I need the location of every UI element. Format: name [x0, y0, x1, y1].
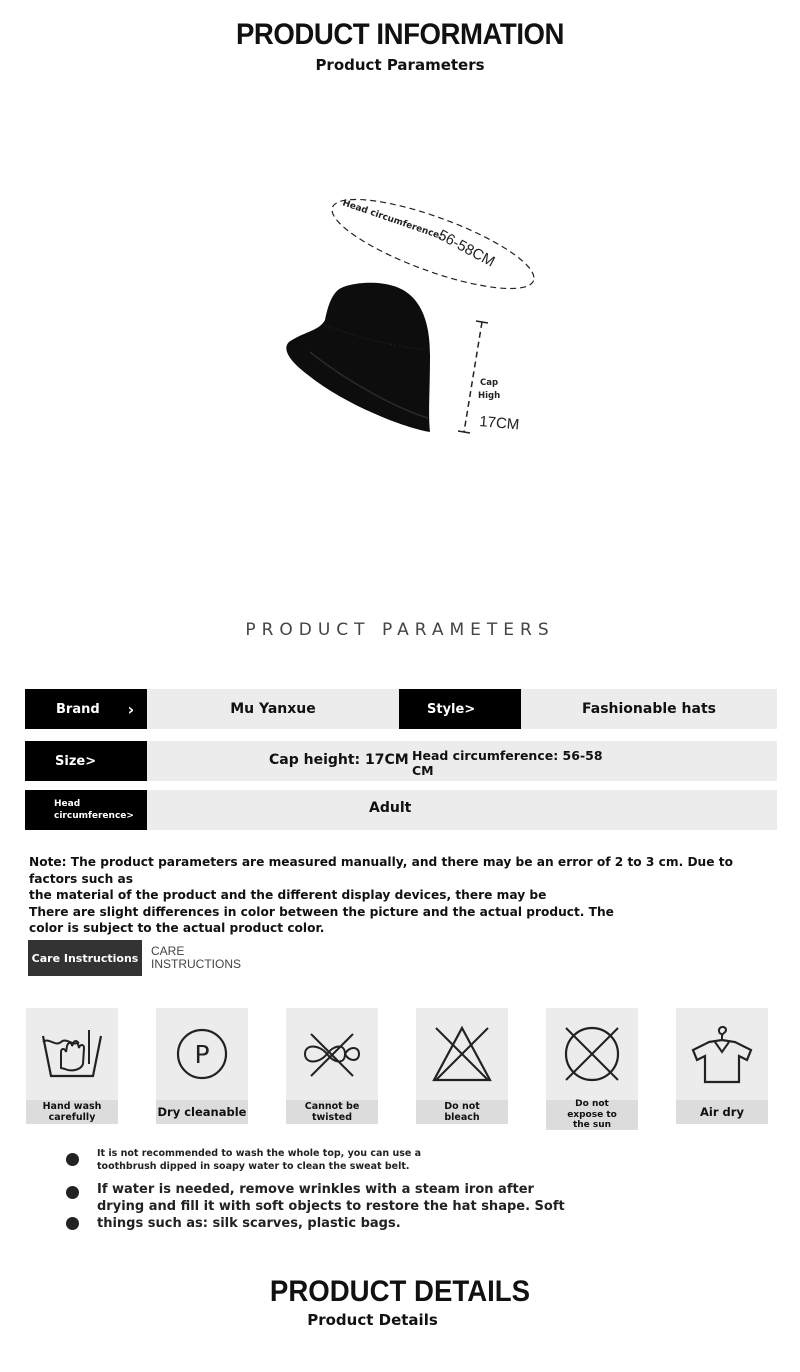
head-circumference-value: 56-58CM [435, 226, 498, 271]
care-label-no-wring: Cannot be twisted [286, 1100, 378, 1124]
page-title: PRODUCT INFORMATION [235, 18, 565, 51]
head-circumference-value [412, 748, 603, 778]
head-value-cell [147, 790, 777, 830]
no-wring-icon [297, 1024, 367, 1084]
note-line1: Note: The product parameters are measured manually, and there may be an error of 2 to 3 cm. Due to factors such as [29, 855, 733, 886]
style-label-cell [399, 689, 521, 729]
cap-height-value: Cap height: 17CM [269, 752, 409, 768]
hat-shape [286, 283, 430, 432]
bullet-dot-2 [66, 1186, 79, 1199]
cap-high-label-2: High [478, 391, 501, 401]
hat-diagram [270, 180, 560, 450]
bullet-dot-3 [66, 1217, 79, 1230]
note-line4: color is subject to the actual product color. [29, 921, 325, 935]
care-instructions-title: CARE INSTRUCTIONS [151, 944, 241, 971]
svg-text:P: P [194, 1040, 210, 1069]
brand-label: Brand [56, 701, 100, 717]
care-card-no-sun [546, 1008, 638, 1131]
head-circumference-label: Head circumference: [341, 198, 444, 243]
care-instructions-badge: Care Instructions [28, 940, 142, 976]
care-card-no-bleach [416, 1008, 508, 1124]
note-line2: the material of the product and the different display devices, there may be [29, 888, 547, 902]
head-circ-line2: CM [412, 763, 434, 778]
care-card-dry-clean [156, 1008, 248, 1124]
care-label-hand-wash: Hand wash carefully [26, 1100, 118, 1124]
bullet-text-2: If water is needed, remove wrinkles with a steam iron after drying and fill it with soft objects to restore the hat shape. Soft things such as: silk scarves, plastic bags. [97, 1182, 565, 1231]
note-text [29, 854, 779, 937]
care-label-dry-clean: Dry cleanable [156, 1100, 248, 1124]
no-tumble-dry-icon [560, 1022, 624, 1086]
no-bleach-icon [430, 1022, 494, 1086]
note-line3: There are slight differences in color between the picture and the actual product. The [29, 904, 614, 919]
hand-wash-icon [37, 1024, 107, 1084]
head-label-cell [25, 790, 147, 830]
details-title: PRODUCT DETAILS [269, 1275, 531, 1308]
brand-value: Mu Yanxue [230, 701, 316, 717]
care-card-air-dry [676, 1008, 768, 1124]
brand-arrow-icon: › [127, 699, 135, 719]
size-label-cell [25, 741, 147, 781]
cap-high-value: 17CM [478, 413, 520, 434]
style-label: Style> [427, 701, 476, 717]
head-label-line1: Head [54, 799, 81, 809]
air-dry-icon [687, 1022, 757, 1086]
hat-figure [270, 180, 560, 450]
care-card-hand-wash [26, 1008, 118, 1124]
size-label: Size> [55, 753, 97, 769]
bullet-dot-1 [66, 1153, 79, 1166]
head-circ-line1: Head circumference: 56-58 [412, 748, 603, 763]
brand-value-cell [147, 689, 399, 729]
care-label-no-sun: Do not expose to the sun [546, 1100, 638, 1130]
page-subtitle: Product Parameters [315, 56, 485, 74]
brand-label-cell [25, 689, 147, 729]
care-label-no-bleach: Do not bleach [416, 1100, 508, 1124]
cap-high-label-1: Cap [480, 378, 499, 388]
dry-clean-icon [172, 1024, 232, 1084]
style-value-cell [521, 689, 777, 729]
style-value: Fashionable hats [582, 701, 716, 717]
bullet-text-1: It is not recommended to wash the whole top, you can use a toothbrush dipped in soapy water to clean the sweat belt. [97, 1148, 422, 1172]
size-value-cell [147, 741, 777, 781]
head-value: Adult [369, 800, 412, 816]
head-label-line2: circumference> [54, 811, 134, 821]
care-card-no-wring [286, 1008, 378, 1124]
care-label-air-dry: Air dry [676, 1100, 768, 1124]
details-subtitle: Product Details [307, 1311, 438, 1329]
parameters-heading: PRODUCT PARAMETERS [245, 620, 555, 640]
